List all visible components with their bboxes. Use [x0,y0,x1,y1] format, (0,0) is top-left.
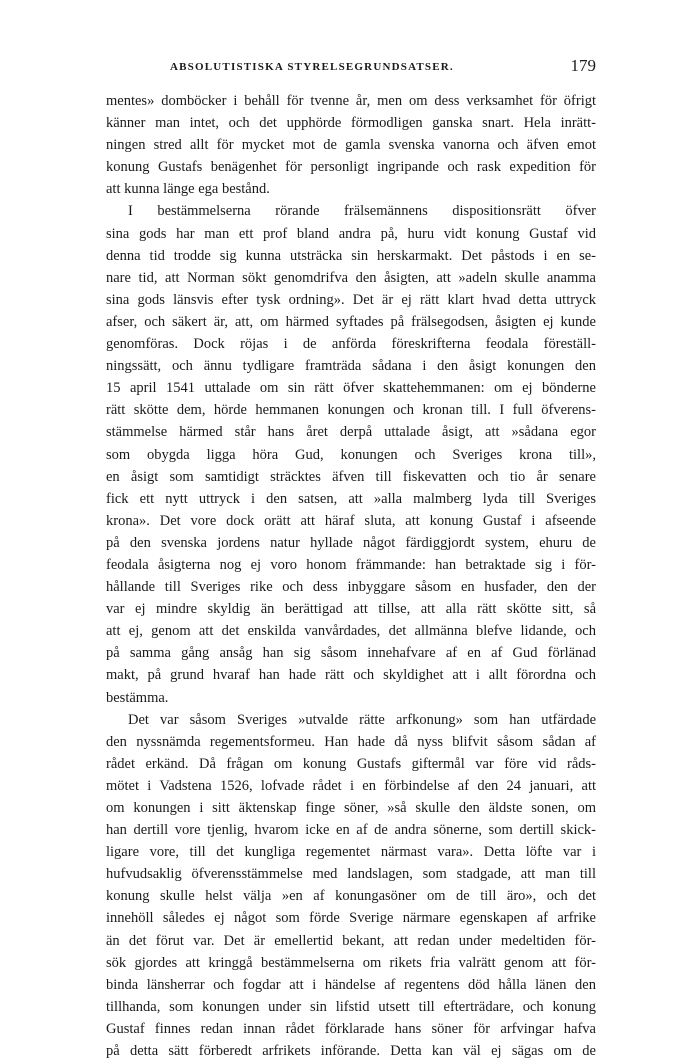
text-line: ningen stred allt för mycket mot de gamla svenska vanorna och äfven emot [106,137,596,154]
text-line: krona». Det vore dock orätt att häraf sluta, att konung Gustaf i afseende [106,512,596,529]
text-line: mötet i Vadstena 1526, lofvade rådet i en förbindelse af den 24 januari, att [106,777,596,794]
text-line: feodala åsigterna nog ej voro honom främmande: han betraktade sig i för- [106,556,596,573]
text-line: den nyssnämda regementsformeu. Han hade då nyss blifvit såsom sådan af [106,733,596,750]
text-line: sök gjordes att kringgå bestämmelserna om rikets fria valrätt genom att för- [106,954,596,971]
text-line: stämmelse härmed står hans året derpå uttalade åsigt, att »sådana egor [106,424,596,441]
header-title: ABSOLUTISTISKA STYRELSEGRUNDSATSER. [170,61,454,73]
text-line: genomföras. Dock röjas i de anförda föreskrifterna feodala föreställ- [106,336,596,353]
text-line: än det förut var. Det är emellertid bekant, att redan under medeltiden för- [106,932,596,949]
text-line: sina gods har man ett prof bland andra på, huru vidt konung Gustaf vid [106,225,596,242]
text-line: han dertill vore tjenlig, hvarom icke en af de andra sönerne, som dertill skick- [106,822,596,839]
text-line: ningssätt, och ännu tydligare framträda sådana i den åsigt konungen den [106,358,596,375]
text-line: nare tid, att Norman sökt genomdrifva den åsigten, att »adeln skulle anamma [106,269,596,286]
text-line: makt, på grund hvaraf han hade rätt och skyldighet att i allt förordna och [106,667,596,684]
text-line: binda länsherrar och fogdar att i händelse af regentens död hålla länen den [106,976,596,993]
text-line: att ej, genom att det enskilda vanvårdades, det allmänna blefve lidande, och [106,623,596,640]
text-line: Det var såsom Sveriges »utvalde rätte arfkonung» som han utfärdade [128,711,596,728]
text-line: att kunna länge ega bestånd. [106,181,270,198]
text-line: en åsigt som samtidigt sträcktes äfven till fiskevatten och tio år senare [106,468,596,485]
body-text [106,90,596,1062]
text-line: rätt skötte dem, hörde hemmanen konungen och kronan till. I full öfverens- [106,402,596,419]
text-line: innehöll således ej något som förde Sverige närmare egenskapen af arfrike [106,910,596,927]
running-header [108,56,596,82]
text-line: denna tid trodde sig kunna utsträcka sin herskarmakt. Det påstods i en se- [106,247,596,264]
text-line: hållande till Sveriges rike och dess inbyggare såsom en husfader, den der [106,579,596,596]
text-line: 15 april 1541 uttalade om sin rätt öfver skattehemmanen: om ej bönderne [106,380,596,397]
text-line: tillhanda, som konungen under sin lifstid utsett till efterträdare, och konung [106,998,596,1015]
text-line: I bestämmelserna rörande frälsemännens dispositionsrätt öfver [128,203,596,220]
text-line: mentes» domböcker i behåll för tvenne år, men om dess verksamhet för öfrigt [106,93,596,109]
text-line: på detta sätt förberedt arfrikets införande. Detta kan väl ej sägas om de [106,1043,596,1060]
text-line: på samma gång ansåg han sig såsom innehafvare af en af Gud förlänad [106,645,596,662]
text-line: bestämma. [106,689,169,706]
text-line: rådet erkänd. Då frågan om konung Gustafs giftermål var före vid råds- [106,755,596,772]
text-line: ligare vore, till det kungliga regementet närmast vara». Detta löfte var i [106,844,596,861]
text-line: Gustaf finnes redan innan rådet förklarade hans söner för arfvingar hafva [106,1020,596,1037]
text-line: sina gods länsvis efter tysk ordning». Det är ej rätt klart hvad detta uttryck [106,291,596,308]
text-line: konung Gustafs benägenhet för personligt ingripande och rask expedition för [106,159,596,176]
text-line: känner man intet, och det upphörde förmodligen ganska snart. Hela inrätt- [106,115,596,132]
text-line: som obygda ligga höra Gud, konungen och Sveriges krona till», [106,446,596,463]
text-line: var ej mindre skyldig än berättigad att tillse, att alla rätt skötte sitt, så [106,601,596,618]
text-line: om konungen i sitt äktenskap finge söner, »så skulle den äldste sonen, om [106,800,596,816]
text-line: på den svenska jordens natur hyllade något färdiggjordt system, ehuru de [106,534,596,551]
text-line: konung skulle helst välja »en af konungasöner om de till äro», och det [106,888,596,905]
text-line: fick ett nytt uttryck i den satsen, att »alla malmberg lyda till Sveriges [106,490,596,507]
text-line: afser, och säkert är, att, om härmed syftades på frälsegodsen, åsigten ej kunde [106,313,596,330]
text-line: hufvudsaklig öfverensstämmelse med landslagen, som stadgade, att man till [106,866,596,883]
page-number: 179 [570,56,596,75]
